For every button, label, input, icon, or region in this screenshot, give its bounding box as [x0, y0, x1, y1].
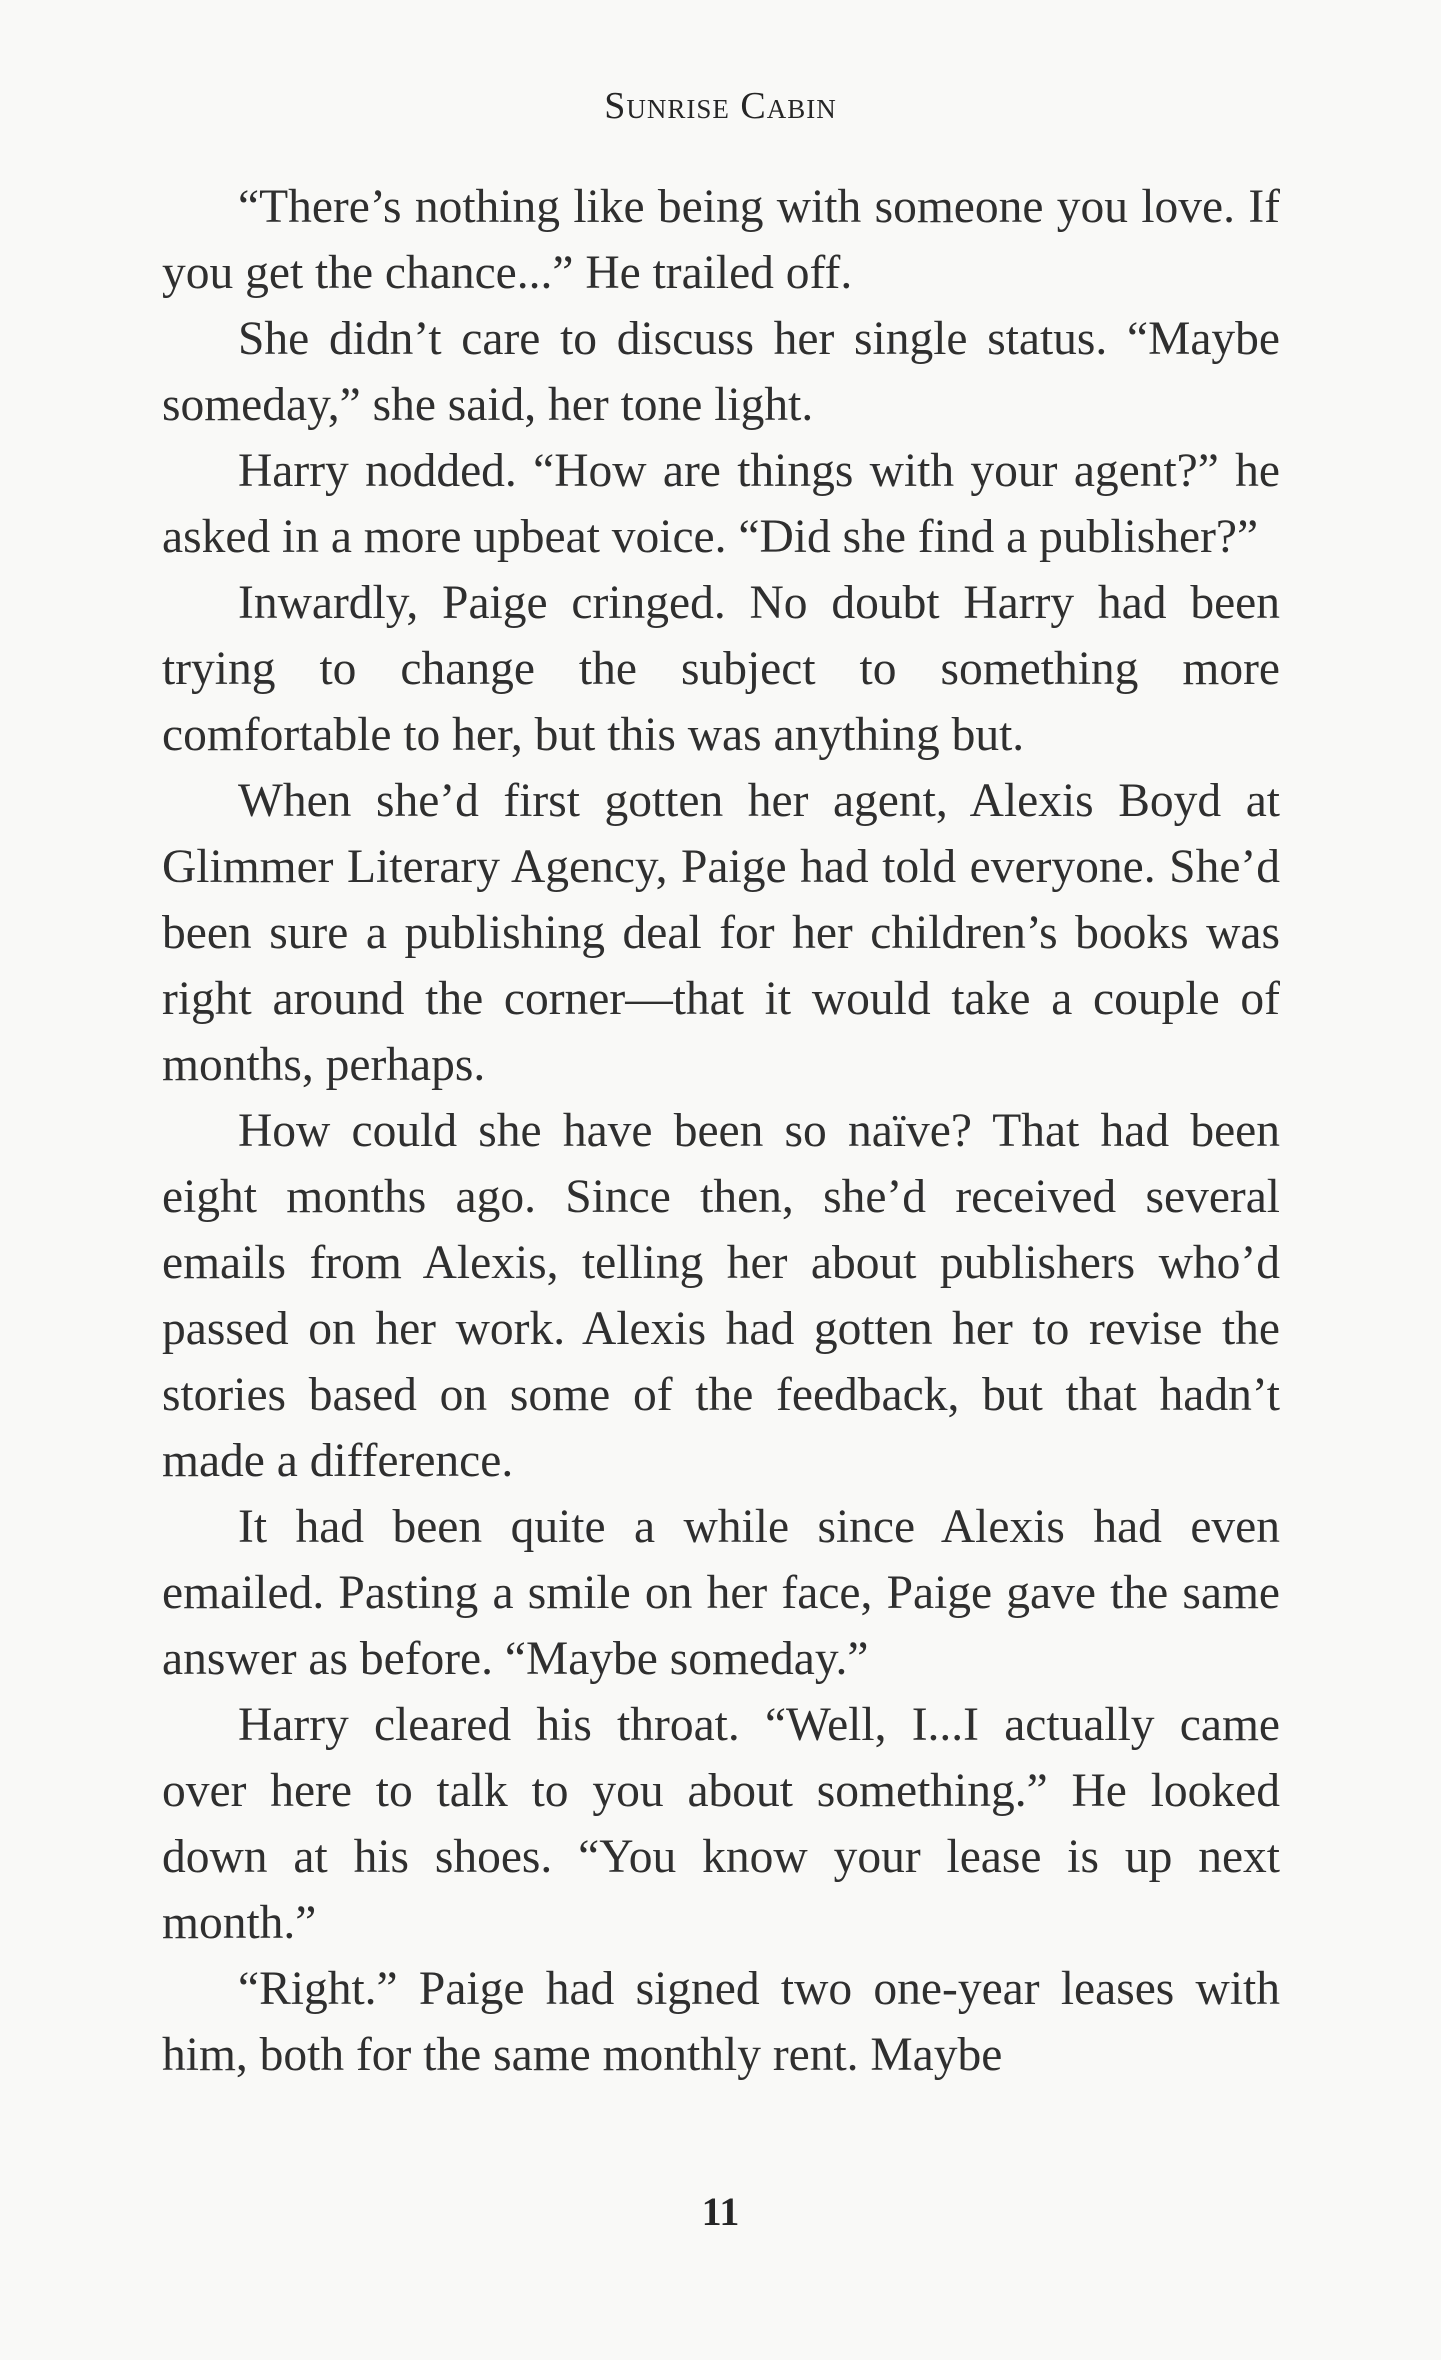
paragraph: When she’d first gotten her agent, Alexis Boyd at Glimmer Literary Agency, Paige had told everyone. She’d been sure a publishing deal for her children’s books was right around the corner—that it would take a couple of months, perhaps.: [162, 775, 1280, 1091]
paragraph: How could she have been so naïve? That had been eight months ago. Since then, she’d received several emails from Alexis, telling her about publishers who’d passed on her work. Alexis had gotten her to revise the stories based on some of the feedback, but that hadn’t made a difference.: [162, 1105, 1280, 1487]
paragraph: Harry cleared his throat. “Well, I...I actually came over here to talk to you about something.” He looked down at his shoes. “You know your lease is up next month.”: [162, 1699, 1280, 1949]
running-head: Sunrise Cabin: [604, 85, 837, 127]
paragraph: Harry nodded. “How are things with your agent?” he asked in a more upbeat voice. “Did she find a publisher?”: [162, 445, 1280, 563]
paragraph: She didn’t care to discuss her single status. “Maybe someday,” she said, her tone light.: [162, 313, 1280, 431]
page-number: 11: [701, 2189, 740, 2234]
paragraph: “Right.” Paige had signed two one-year leases with him, both for the same monthly rent. Maybe: [162, 1963, 1280, 2081]
body-text: [162, 174, 1280, 2088]
paragraph: Inwardly, Paige cringed. No doubt Harry had been trying to change the subject to something more comfortable to her, but this was anything but.: [162, 577, 1280, 761]
paragraph: “There’s nothing like being with someone you love. If you get the chance...” He trailed off.: [162, 181, 1280, 299]
paragraph: It had been quite a while since Alexis had even emailed. Pasting a smile on her face, Paige gave the same answer as before. “Maybe someday.”: [162, 1501, 1280, 1685]
